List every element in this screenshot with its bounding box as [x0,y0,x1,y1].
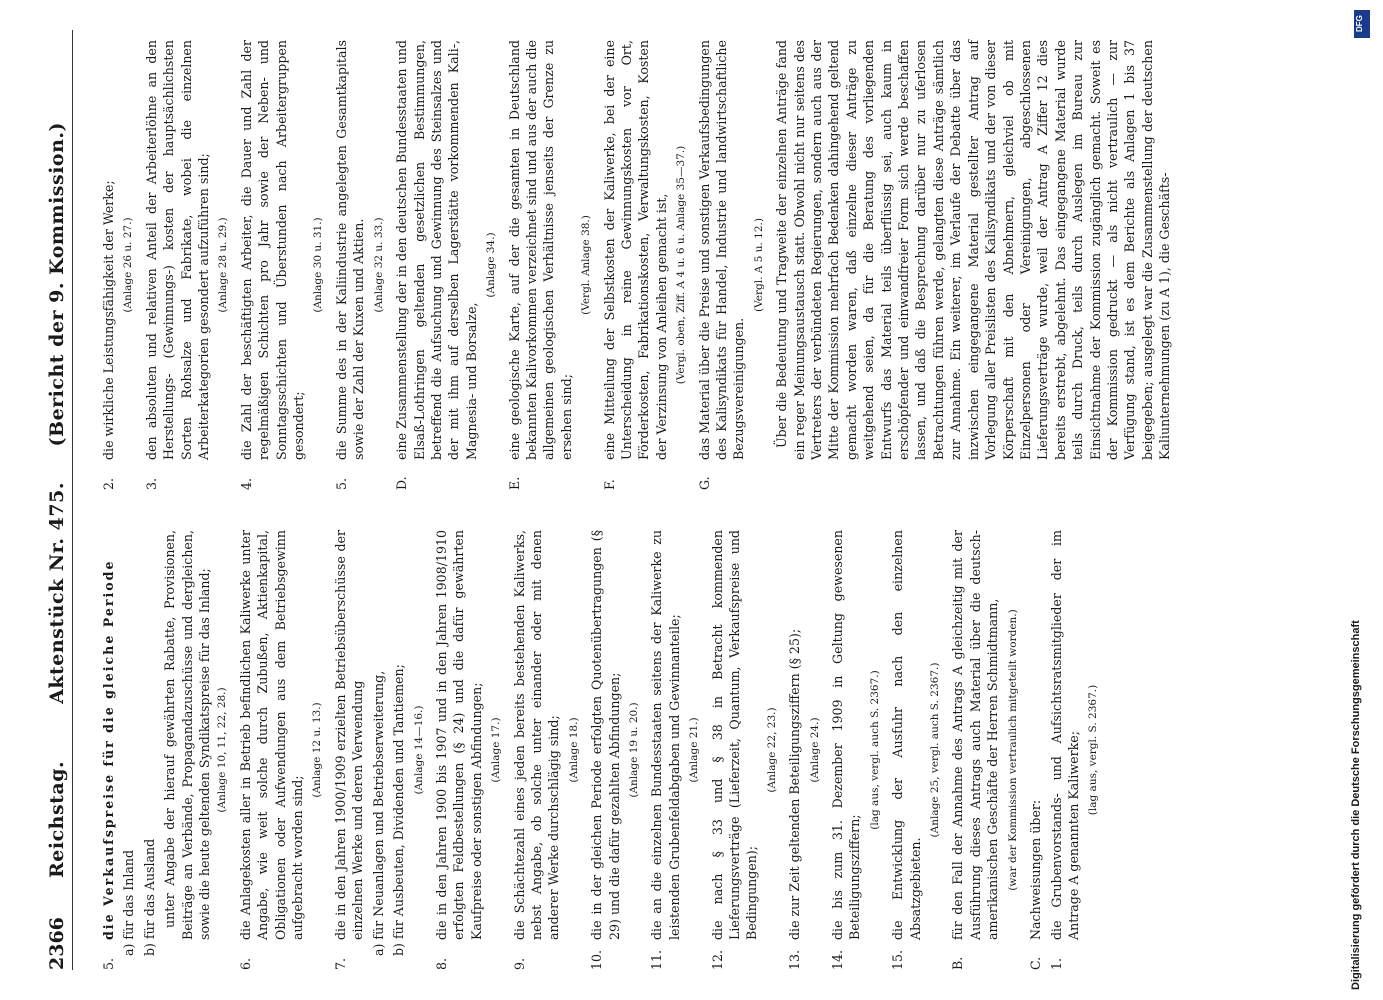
list-item [393,40,480,490]
list-item [949,530,1001,970]
item-number: 4. [238,477,254,490]
item-text: die Schächtezahl eines jeden bereits bestehenden Kaliwerks, nebst Angabe, ob solche unter einander oder mit denen anderer Werke durchschlägig sind; [511,530,562,940]
annex-reference: (Anlage 30 u. 31.) [312,217,325,313]
item-number: 7. [332,957,348,970]
annex-reference: (Anlage 26 u. 27.) [122,217,135,313]
item-number: 11. [649,949,665,970]
item-number: C. [1028,956,1044,970]
annex-reference: (Anlage 21.) [688,717,701,783]
sub-item: a) für Neuanlagen und Betriebserweiterung, [370,670,386,956]
annex-reference: (Anlage 32 u. 33.) [372,217,385,313]
item-number: 14. [830,949,846,970]
page-number: 2366 [46,917,68,970]
item-number: 6. [237,957,253,970]
list-item [100,530,117,970]
item-text: die bis zum 31. Dezember 1909 in Geltung gewesenen Beteiligungsziffern; [830,530,863,940]
annex-reference: (Anlage 25, vergl. auch S. 2367.) [929,662,942,838]
list-item [143,40,213,490]
item-number: 9. [511,957,527,970]
side-note-text: Digitalisierung gefördert durch die Deutsche Forschungsgemeinschaft [1350,620,1362,990]
item-text: eine geologische Karte, auf der die gesamten in Deutschland bekannten Kalivorkommen verzeichnet sind und aus der auch die allgemeinen geologischen Verhältnisse jenseits der Grenze zu ersehen sind; [506,40,574,460]
list-item [696,40,748,490]
header-left-title: Reichstag. [46,760,68,879]
item-text: die wirkliche Leistungsfähigkeit der Werke; [101,180,116,460]
header-right-title: (Bericht der 9. Kommission.) [46,121,68,447]
rotated-document [40,30,1350,970]
item-text: Nachweisungen über: [1028,799,1044,940]
list-item [829,530,864,970]
sub-item: a) für das Inland [121,849,137,956]
annex-reference: (Anlage 10, 11, 22, 28.) [216,687,229,813]
page-header [40,30,80,970]
sub-item: b) für Ausbeuten, Dividenden und Tantiemen; [391,664,407,956]
header-title [46,100,68,900]
annex-reference: (Vergl. Anlage 38.) [580,215,593,315]
item-text: die in der gleichen Periode erfolgten Quotenübertragungen (§ 29) und die dafür gezahlten Abfindungen; [589,530,622,940]
annex-reference: (Vergl. A 5 u. 12.) [752,218,765,312]
item-text: die Verkaufspreise für die gleiche Periode [101,559,116,940]
list-item [237,530,307,970]
item-number: 5. [101,957,116,970]
item-text: die Grubenvorstands- und Aufsichtsratsmitglieder der im Antrage A genannten Kaliwerke; [1048,530,1081,940]
item-text: eine Mitteilung der Selbstkosten der Kaliwerke, bei der eine Unterscheidung in reine Gewinnungskosten vor Ort, Förderkosten, Fabrikationskosten, Verwaltungskosten, Kosten der Verzinsung von Anleihen gemacht ist, [601,40,669,460]
item-text: eine Zusammenstellung der in den deutschen Bundesstaaten und Elsaß-Lothringen geltenden gesetzlichen Bestimmungen, betreffend die Aufsuchung und Gewinnung des Steinsalzes und der mit ihm auf derselben Lagerstätte vorkommenden Kali-, Magnesia- und Borsalze, [394,40,479,460]
list-item [333,40,368,490]
list-item [648,530,683,970]
annex-reference: (Anlage 17.) [490,717,503,783]
annex-reference: (Anlage 28 u. 29.) [217,217,230,313]
item-number: 2. [101,477,116,490]
item-text: die in den Jahren 1900/1909 erzielten Betriebsüberschüsse der einzelnen Werke und deren Verwendung [332,530,366,940]
annex-reference: (Anlage 12 u. 13.) [311,702,324,798]
list-item [332,530,367,970]
list-item [100,40,117,490]
list-item [601,40,671,490]
list-item [1027,530,1044,970]
list-item [506,40,576,490]
item-text: die Entwicklung der Ausfuhr nach den einzelnen Absatzgebieten. [890,530,923,940]
item-text: die Summe des in der Kaliindustrie angelegten Gesamtkapitals sowie der Zahl der Kuxen und Aktien. [333,40,367,460]
side-note [1350,10,1372,990]
left-column [100,530,1108,970]
item-number: B. [950,956,966,970]
item-number: D. [394,476,410,490]
list-item [433,530,485,970]
item-text: die Zahl der beschäftigten Arbeiter, die Dauer und Zahl der regelmäßigen Schichten pro Jahr sowie der Neben- und Sonntagsschichten und Überstunden nach Arbeitergruppen gesondert; [238,40,307,460]
list-item [889,530,924,970]
list-item [238,40,308,490]
item-number: 8. [433,957,449,970]
item-number: 3. [143,477,159,490]
item-text: die in den Jahren 1900 bis 1907 und in den Jahren 1908/1910 erfolgten Feldbestellungen (§ 24) und die dafür gewährten Kaufpreise oder sonstigen Abfindungen; [433,530,484,940]
item-number: G. [696,476,712,490]
item-number: 10. [589,949,605,970]
item-text: die Anlagekosten aller in Betrieb befindlichen Kaliwerke unter Angabe, wie weit solche durch Zubußen, Aktienkapital, Obligationen oder Aufwendungen aus dem Betriebsgewinn aufgebracht worden sind; [237,530,306,940]
list-item [709,530,761,970]
list-item [1048,530,1083,970]
item-number: 13. [787,949,803,970]
annex-reference: (war der Kommission vertraulich mitgeteilt worden.) [1006,609,1019,891]
item-text: den absoluten und relativen Anteil der Arbeiterlöhne an den Herstellungs- (Gewinnungs-) kosten der hauptsächlichsten Sorten Rohsalze und Fabrikate, wobei die einzelnen Arbeiterkategorien gesondert aufzuführen sind; [143,40,212,460]
item-text: das Material über die Preise und sonstigen Verkaufsbedingungen des Kalisyndikats für Handel, Industrie und landwirtschaftliche Bezugsvereinigungen. [696,40,747,460]
paragraph: Über die Bedeutung und Tragweite der einzelnen Anträge fand ein reger Meinungsaustausch statt. Obwohl nicht nur seitens des Vertreters der verbündeten Regierungen, sondern auch aus der Mitte der Kommission mehrfach Bedenken dahingehend geltend gemacht worden waren, daß einzelne dieser Anträge zu weitgehend seien, da für die Beratung des vorliegenden Entwurfs das Material teils überflüssig sei, auch kaum in erschöpfender und einwandfreier Form sich werde beschaffen lassen, und daß die Besprechung darüber nur zu uferlosen Betrachtungen führen werde, gelangten diese Anträge sämtlich zur Annahme. Ein weiterer, im Verlaufe der Debatte über das inzwischen eingegangene Material gestellter Antrag auf Vorlegung aller Preislisten des Kalisyndikats und der von dieser Körperschaft mit den Abnehmern, gleichviel ob mit Einzelpersonen oder Vereinigungen, abgeschlossenen Lieferungsverträge wurde, weil der Antrag A Ziffer 12 dies bereits erstrebt, abgelehnt. Das eingegangene Material wurde teils durch Druck, teils durch Auslegen im Bureau zur Einsichtnahme der Kommission zugänglich gemacht. Soweit es der Kommission gedruckt — als nicht vertraulich — zur Verfügung stand, ist es dem Berichte als Anlagen 1 bis 37 beigegeben; ausgelegt war die Zusammenstellung der deutschen Kaliunternehmungen (zu A 1), die Geschäfts- [774,40,1173,460]
header-rule [72,30,73,970]
annex-reference: (lag aus, vergl. S. 2367.) [1087,684,1100,816]
sub-item: b) für das Ausland [141,838,157,956]
annex-reference: (Anlage 22, 23.) [765,707,778,793]
annex-reference: (Anlage 18.) [567,717,580,783]
item-number: 1. [1048,957,1064,970]
item-number: E. [506,476,522,490]
item-number: F. [601,479,617,490]
annex-reference: (Anlage 19 u. 20.) [627,702,640,798]
dfg-logo [1354,10,1370,38]
annex-reference: (Vergl. oben, Ziff. A 4 u. 6 u. Anlage 35—37.) [675,145,688,385]
item-text: die an die einzelnen Bundesstaaten seitens der Kaliwerke zu leistenden Grubenfeldabgaben und Gewinnanteile; [649,530,682,940]
item-text: die nach § 33 und § 38 in Betracht kommenden Lieferungsverträge (Lieferzeit, Quantum, Verkaufspreise und Bedingungen); [709,530,760,940]
item-text: für den Fall der Annahme des Antrags A gleichzeitig mit der Ausführung dieses Antrags auch Material über die deutsch-amerikanischen Geschäfte der Herren Schmidtmann, [950,530,1001,940]
annex-reference: (Anlage 34.) [485,232,498,298]
list-item [588,530,623,970]
annex-reference: (Anlage 14—16.) [412,705,425,795]
right-column [100,40,1174,490]
paragraph: unter Angabe der hierauf gewährten Rabatte, Provisionen, Beiträge an Verbände, Propagandazuschüsse und dergleichen, sowie die heute geltenden Syndikatspreise für das Inland; [162,530,213,940]
dfg-logo-text: DFG [1355,15,1364,32]
item-number: 15. [890,949,906,970]
list-item [786,530,803,970]
list-item [511,530,563,970]
header-center-title: Aktenstück Nr. 475. [46,482,68,704]
annex-reference: (lag aus, vergl. auch S. 2367.) [868,670,881,830]
item-number: 12. [709,949,725,970]
annex-reference: (Anlage 24.) [808,717,821,783]
item-text: die zur Zeit geltenden Beteiligungsziffern (§ 25); [787,628,803,940]
item-number: 5. [333,477,349,490]
